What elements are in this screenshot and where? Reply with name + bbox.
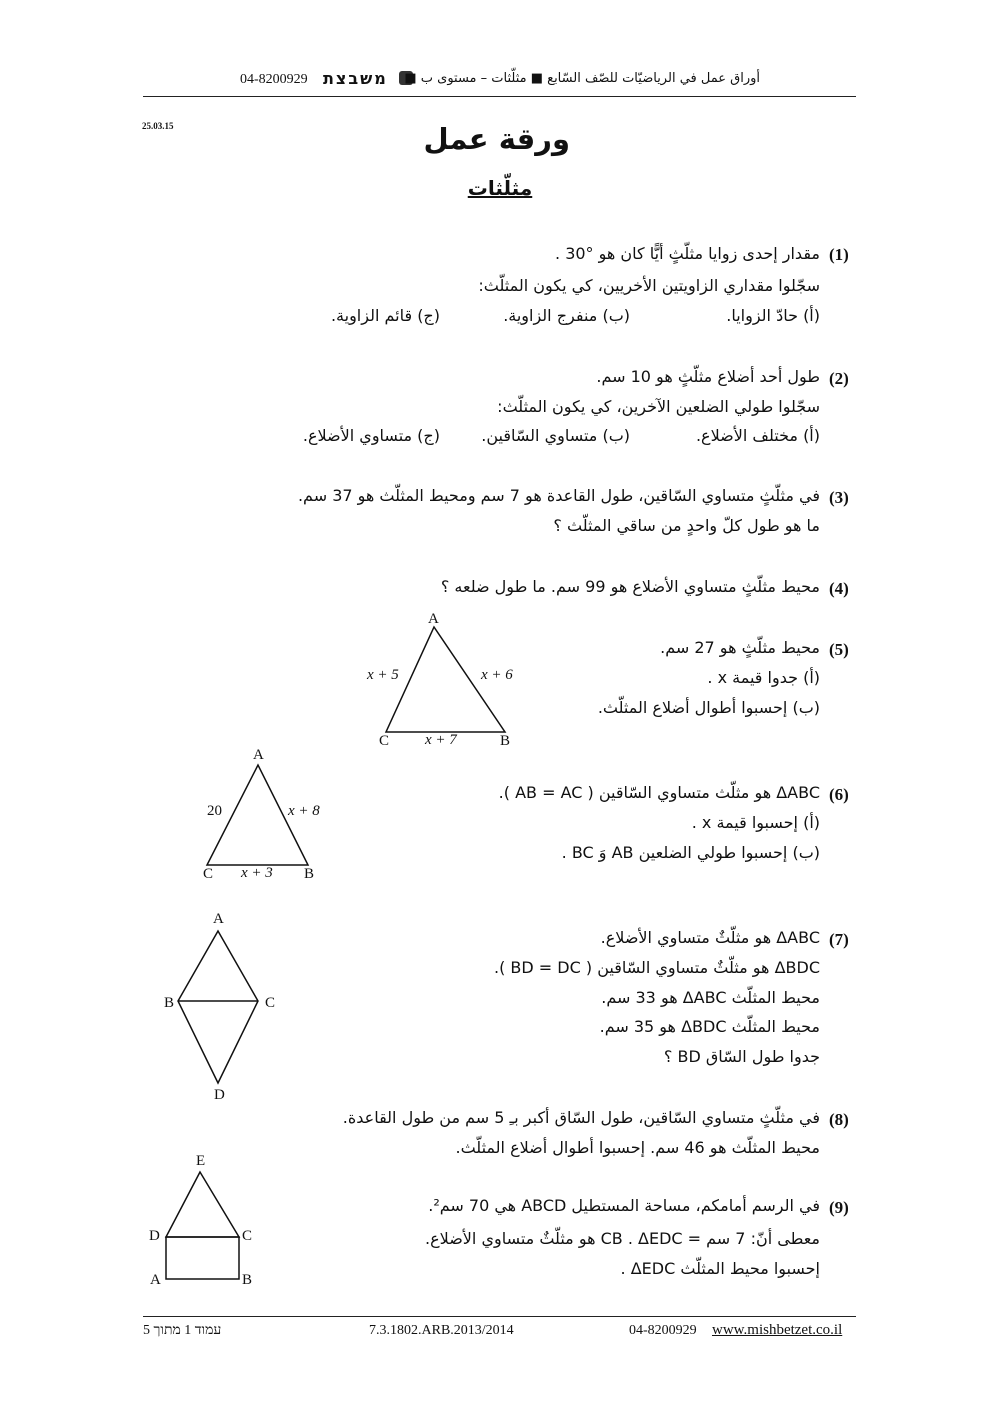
question-8-line-1: في مثلّثٍ متساوي السّاقين، طول السّاق أكبر بـِ 5 سم من طول القاعدة. (342, 1108, 820, 1127)
question-9-line-2: معطى أنّ: 7 سم = CB . ΔEDC هو مثلّثٌ متساوي الأضلاع. (425, 1229, 820, 1248)
question-6-line-2: (أ) إحسبوا قيمة x . (691, 813, 820, 832)
fig9-vertex-e: E (196, 1153, 206, 1169)
question-7-line-3: محيط المثلّث ΔABC هو 33 سم. (601, 988, 820, 1007)
figure-7-rhombus (170, 925, 280, 1090)
question-4-line-1: محيط مثلّثٍ متساوي الأضلاع هو 99 سم. ما طول ضلعه ؟ (440, 577, 820, 596)
figure-6-triangle (200, 760, 330, 880)
fig7-vertex-c: C (265, 995, 276, 1011)
question-1-option-c: (ج) قائم الزاوية. (330, 306, 440, 325)
page-subtitle: مثلّثات (467, 176, 533, 200)
question-1-option-b: (ب) منفرج الزاوية. (503, 306, 630, 325)
question-9-line-1: في الرسم أمامكم، مساحة المستطيل ABCD هي 70 سم². (428, 1196, 820, 1215)
header-text: أوراق عمل في الرياضيّات للصّف السّابع ■ مثلّثات – مستوى ب ■ (404, 71, 760, 86)
question-9-number: (9) (829, 1198, 849, 1217)
question-6-number: (6) (829, 785, 849, 804)
fig6-side-ab: x + 8 (288, 803, 320, 819)
fig5-vertex-b: B (500, 733, 511, 749)
question-3-line-2: ما هو طول كلّ واحدٍ من ساقي المثلّث ؟ (553, 516, 820, 535)
fig6-vertex-a: A (253, 747, 264, 763)
footer-url[interactable]: www.mishbetzet.co.il (712, 1322, 843, 1338)
question-3-number: (3) (829, 488, 849, 507)
fig5-vertex-a: A (428, 611, 439, 627)
header-rule (143, 96, 856, 97)
question-7-line-2: ΔBDC هو مثلّثٌ متساوي السّاقين ( BD = DC ). (493, 958, 820, 977)
footer-phone: 04-8200929 (629, 1323, 697, 1338)
fig5-side-ac: x + 5 (367, 667, 399, 683)
triangle-edc-shape (166, 1172, 239, 1237)
fig5-vertex-c: C (379, 733, 390, 749)
fig6-vertex-b: B (304, 866, 315, 882)
fig6-side-ac: 20 (207, 803, 222, 819)
header-phone: 04-8200929 (240, 72, 308, 87)
question-7-line-5: جدوا طول السّاق BD ؟ (663, 1047, 820, 1066)
question-2-line-1: طول أحد أضلاع مثلّثٍ هو 10 سم. (596, 367, 820, 386)
question-6-line-1: ΔABC هو مثلّث متساوي السّاقين ( AB = AC ). (498, 783, 820, 802)
figure-9-house (160, 1165, 253, 1285)
question-1-line-1: مقدار إحدى زوايا مثلّثٍ أيًّا كان هو °30 . (555, 244, 820, 263)
question-5-line-3: (ب) إحسبوا أطوال أضلاع المثلّث. (597, 698, 820, 717)
question-2-line-2: سجّلوا طولي الضلعين الآخرين، كي يكون المثلّث: (497, 397, 820, 416)
question-7-number: (7) (829, 930, 849, 949)
question-3-line-1: في مثلّثٍ متساوي السّاقين، طول القاعدة هو 7 سم ومحيط المثلّث هو 37 سم. (297, 486, 820, 505)
question-2-option-a: (أ) مختلف الأضلاع. (695, 426, 820, 445)
fig7-vertex-d: D (214, 1087, 225, 1103)
question-8-line-2: محيط المثلّث هو 46 سم. إحسبوا أطوال أضلاع المثلّث. (455, 1138, 820, 1157)
question-8-number: (8) (829, 1110, 849, 1129)
question-7-line-1: ΔABC هو مثلّثٌ متساوي الأضلاع. (600, 928, 820, 947)
fig7-vertex-a: A (213, 911, 224, 927)
fig9-vertex-a: A (150, 1272, 161, 1288)
question-5-line-1: محيط مثلّثٍ هو 27 سم. (660, 638, 820, 657)
fig7-vertex-b: B (164, 995, 175, 1011)
question-2-option-b: (ب) متساوي السّاقين. (481, 426, 630, 445)
fig9-vertex-b: B (242, 1272, 253, 1288)
fig5-side-ab: x + 6 (481, 667, 513, 683)
footer-code: 7.3.1802.ARB.2013/2014 (369, 1323, 514, 1338)
question-5-number: (5) (829, 640, 849, 659)
question-4-number: (4) (829, 579, 849, 598)
question-6-line-3: (ب) إحسبوا طولي الضلعين AB وَ BC . (561, 843, 820, 862)
fig6-side-cb: x + 3 (241, 865, 273, 881)
fig6-vertex-c: C (203, 866, 214, 882)
header-date: 25.03.15 (142, 121, 174, 131)
question-9-line-3: إحسبوا محيط المثلّث ΔEDC . (620, 1259, 820, 1278)
footer-page-count: עמוד 1 מתוך 5 (143, 1323, 222, 1338)
fig5-side-cb: x + 7 (425, 732, 457, 748)
question-1-number: (1) (829, 245, 849, 264)
question-2-number: (2) (829, 369, 849, 388)
question-1-line-2: سجّلوا مقداري الزاويتين الأخريين، كي يكون المثلّث: (478, 276, 820, 295)
page-title: ورقة عمل (423, 122, 570, 156)
question-2-option-c: (ج) متساوي الأضلاع. (302, 426, 440, 445)
question-7-line-4: محيط المثلّث ΔBDC هو 35 سم. (599, 1017, 820, 1036)
fig9-vertex-d: D (149, 1228, 160, 1244)
footer-rule (143, 1316, 856, 1317)
brand-logo: משבצת (323, 69, 388, 88)
question-1-option-a: (أ) حادّ الزوايا. (726, 306, 820, 325)
rectangle-abcd-shape (166, 1237, 239, 1279)
fig9-vertex-c: C (242, 1228, 253, 1244)
question-5-line-2: (أ) جدوا قيمة x . (707, 668, 820, 687)
rhombus-shape (178, 931, 258, 1083)
